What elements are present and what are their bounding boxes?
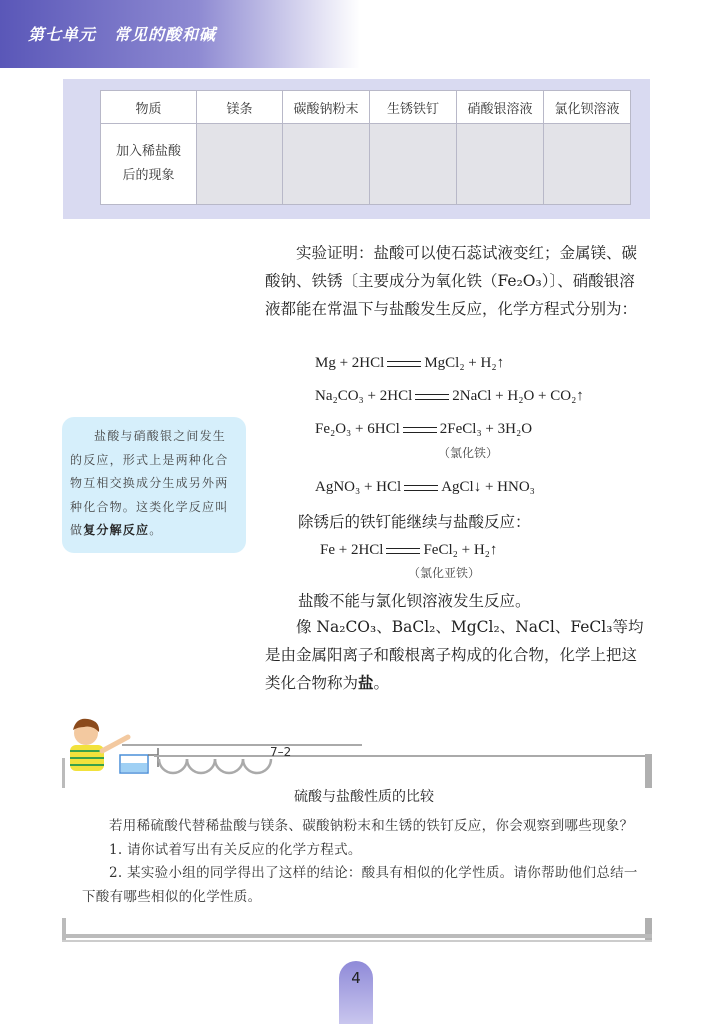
- table-cell: [370, 124, 457, 205]
- sidebar-end: 。: [149, 523, 163, 537]
- activity-text: [82, 815, 642, 909]
- equals-sign: [387, 361, 421, 367]
- table-header: 氯化钡溶液: [544, 91, 631, 124]
- table-header: 生锈铁钉: [370, 91, 457, 124]
- table-header: 物质: [101, 91, 197, 124]
- equation-right: MgCl₂ + H₂↑: [424, 355, 505, 371]
- table-header: 镁条: [197, 91, 283, 124]
- equation-left: Fe₂O₃ + 6HCl: [315, 421, 400, 437]
- sidebar-term: 复分解反应: [83, 523, 150, 537]
- header-title: [28, 22, 234, 45]
- activity-number: 7–2: [270, 745, 292, 759]
- equals-sign: [403, 427, 437, 433]
- row-label-line: 加入稀盐酸: [115, 144, 181, 159]
- observation-table: [100, 90, 631, 205]
- salt-paragraph: [265, 613, 650, 697]
- equation-right: FeCl₂ + H₂↑: [423, 542, 498, 558]
- equation-3: [315, 421, 532, 438]
- equation-right: 2NaCl + H₂O + CO₂↑: [452, 388, 584, 404]
- barium-text: 盐酸不能与氯化钡溶液发生反应。: [298, 592, 531, 610]
- equation-note: （氯化铁）: [438, 446, 499, 460]
- equation-left: Mg + 2HCl: [315, 355, 385, 371]
- equation-1: [315, 355, 504, 372]
- page-header: [0, 0, 728, 68]
- chapter-title: 常见的酸和碱: [114, 25, 217, 44]
- activity-paragraph: 若用稀硫酸代替稀盐酸与镁条、碳酸钠粉末和生锈的铁钉反应，你会观察到哪些现象？: [109, 818, 634, 834]
- equation-left: Na₂CO₃ + 2HCl: [315, 388, 413, 404]
- salt-term: 盐: [358, 673, 374, 692]
- equals-sign: [415, 394, 449, 400]
- page-number: 4: [351, 969, 361, 987]
- table-cell: [197, 124, 283, 205]
- table-cell: [457, 124, 544, 205]
- table-header: 碳酸钠粉末: [283, 91, 370, 124]
- equation-right: AgCl↓ + HNO₃: [441, 479, 535, 495]
- row-label: [101, 124, 197, 205]
- equation-left: Fe + 2HCl: [320, 542, 384, 558]
- intro-paragraph: 实验证明：盐酸可以使石蕊试液变红；金属镁、碳酸钠、铁锈〔主要成分为氧化铁（Fe₂O₃）〕、硝酸银溶液都能在常温下与盐酸发生反应，化学方程式分别为：: [265, 244, 638, 318]
- sidebar-note: [62, 417, 246, 553]
- equation-note: （氯化亚铁）: [408, 566, 481, 580]
- salt-end: 。: [373, 674, 390, 692]
- activity-title: 硫酸与盐酸性质的比较: [294, 789, 434, 805]
- equals-sign: [404, 485, 438, 491]
- sidebar-text: 盐酸与硝酸银之间发生的反应，形式上是两种化合物互相交换成分生成另外两种化合物。这类化学反应叫做: [70, 429, 229, 537]
- equation-left: AgNO₃ + HCl: [315, 479, 402, 495]
- table-header-row: [101, 91, 631, 124]
- activity-paragraph: 2. 某实验小组的同学得出了这样的结论：酸具有相似的化学性质。请你帮助他们总结一下酸有哪些相似的化学性质。: [82, 865, 638, 905]
- equation-5: [320, 542, 497, 559]
- salt-text: 像 Na₂CO₃、BaCl₂、MgCl₂、NaCl、FeCl₃等均是由金属阳离子和酸根离子构成的化合物，化学上把这类化合物称为: [265, 618, 644, 692]
- equation-4: [315, 479, 535, 496]
- table-header: 硝酸银溶液: [457, 91, 544, 124]
- table-cell: [544, 124, 631, 205]
- table-row: [101, 124, 631, 205]
- activity-paragraph: 1. 请你试着写出有关反应的化学方程式。: [109, 841, 362, 858]
- equals-sign: [386, 548, 420, 554]
- row-label-line: 后的现象: [122, 168, 175, 183]
- equation-2: [315, 388, 584, 405]
- unit-label: 第七单元: [28, 25, 97, 44]
- page-number-tab: [339, 961, 373, 1024]
- table-cell: [283, 124, 370, 205]
- rust-text: 除锈后的铁钉能继续与盐酸反应：: [298, 513, 531, 531]
- equation-right: 2FeCl₃ + 3H₂O: [439, 421, 533, 437]
